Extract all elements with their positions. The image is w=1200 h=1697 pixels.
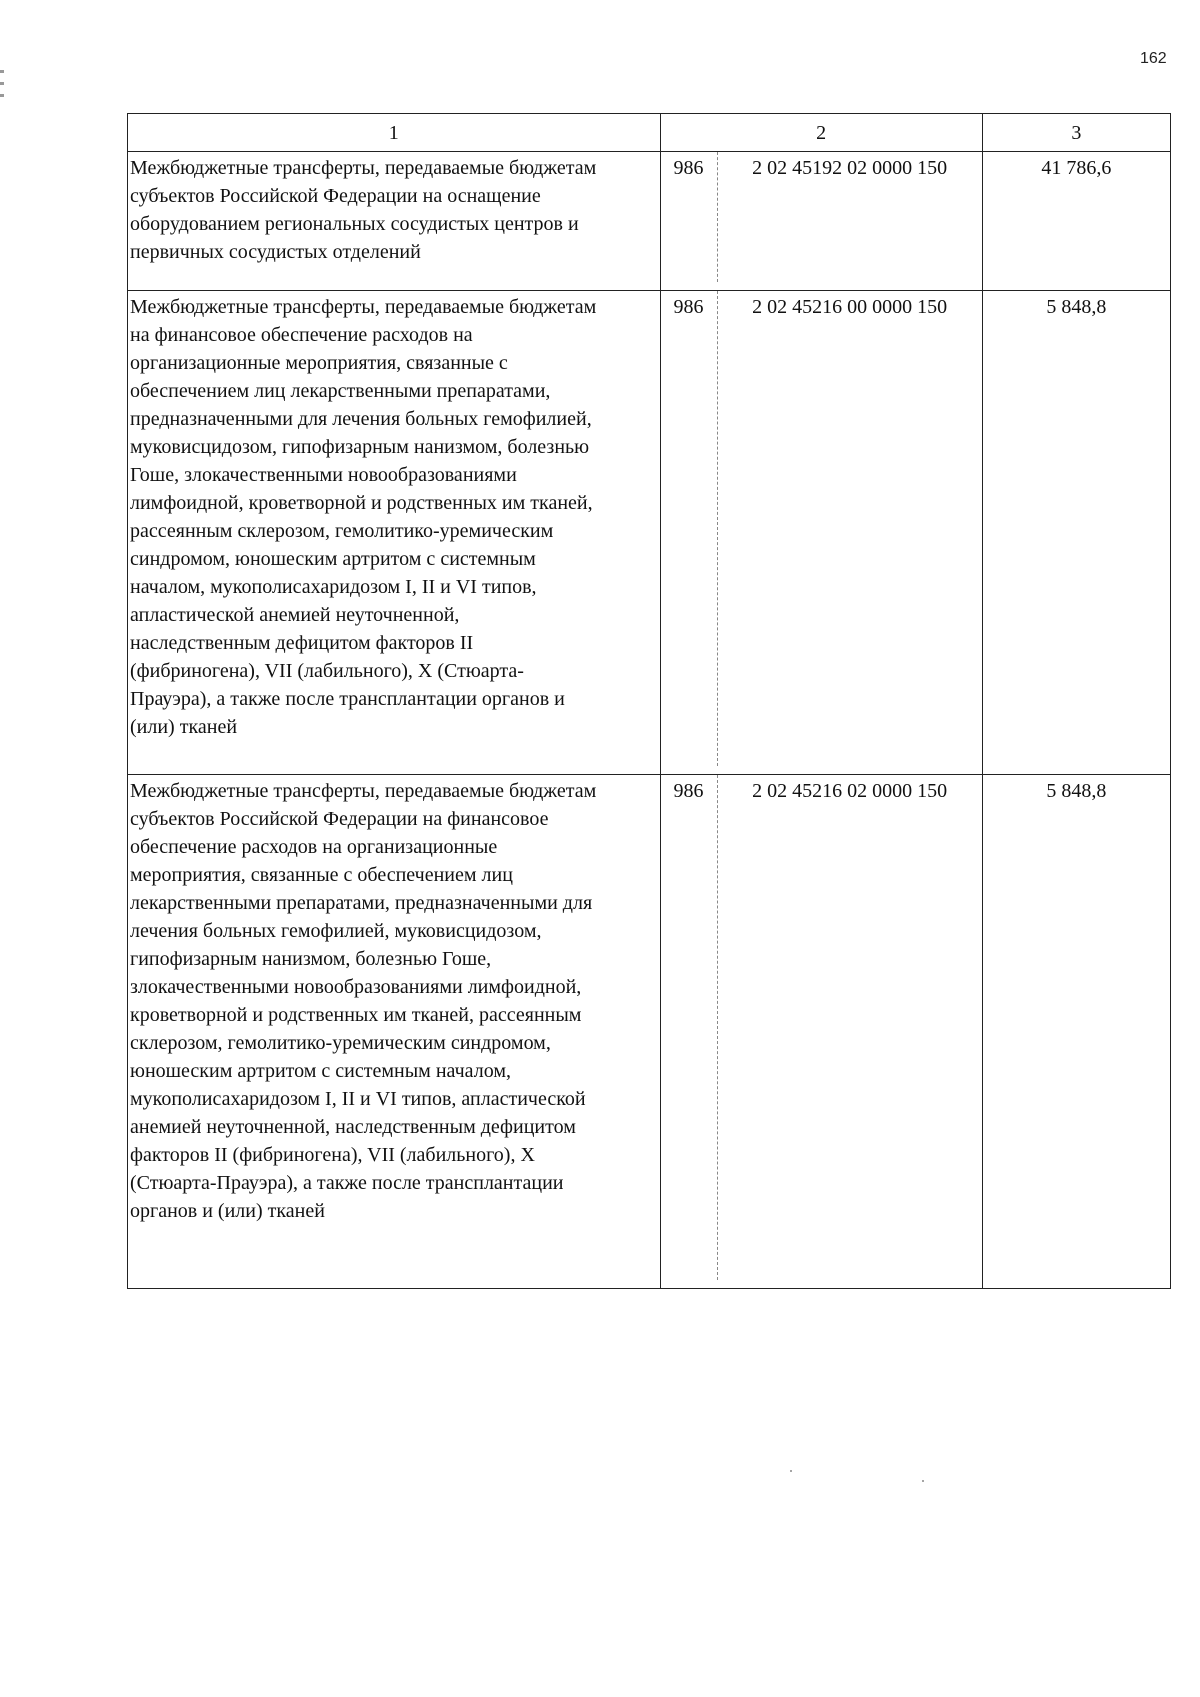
table-header-row	[128, 114, 1171, 152]
table-row	[128, 775, 1171, 1289]
scan-speck	[790, 1470, 792, 1472]
admin-code: 986	[673, 157, 704, 179]
description-cell: Межбюджетные трансферты, передаваемые бюджетам субъектов Российской Федерации на финансовое обеспечение расходов на организационные мероприятия, связанные с обеспечением лиц лекарственными препаратами, предназначенными для лечения больных гемофилией, муковисцидозом, гипофизарным нанизмом, болезнью Гоше, злокачественными новообразованиями лимфоидной, кроветворной и родственных им тканей, рассеянным склерозом, гемолитико-уремическим синдромом, юношеским артритом с системным началом, мукополисахаридозом I, II и VI типов, апластической анемией неуточненной, наследственным дефицитом факторов II (фибриногена), VII (лабильного), X (Стюарта-Прауэра), а также после трансплантации органов и (или) тканей	[128, 775, 661, 1289]
table-row	[128, 152, 1171, 291]
admin-code: 986	[673, 296, 704, 318]
budget-classification-code: 2 02 45216 00 0000 150	[752, 296, 948, 318]
code-cell	[660, 775, 982, 1289]
amount-cell: 41 786,6	[982, 152, 1170, 291]
header-cell-amount: 3	[982, 114, 1170, 152]
margin-mark	[0, 94, 4, 97]
code-cell	[660, 291, 982, 775]
budget-table	[127, 113, 1171, 1289]
page-number: 162	[1140, 50, 1167, 67]
scan-speck	[922, 1480, 924, 1482]
table-row	[128, 291, 1171, 775]
header-cell-code: 2	[660, 114, 982, 152]
code-cell	[660, 152, 982, 291]
budget-classification-code: 2 02 45192 02 0000 150	[752, 157, 948, 179]
margin-mark	[0, 82, 4, 85]
budget-classification-code: 2 02 45216 02 0000 150	[752, 780, 948, 802]
margin-mark	[0, 70, 4, 73]
amount-cell: 5 848,8	[982, 291, 1170, 775]
amount-cell: 5 848,8	[982, 775, 1170, 1289]
description-cell: Межбюджетные трансферты, передаваемые бюджетам субъектов Российской Федерации на оснащение оборудованием региональных сосудистых центров и первичных сосудистых отделений	[128, 152, 661, 291]
header-cell-description: 1	[128, 114, 661, 152]
admin-code: 986	[673, 780, 704, 802]
description-cell: Межбюджетные трансферты, передаваемые бюджетам на финансовое обеспечение расходов на организационные мероприятия, связанные с обеспечением лиц лекарственными препаратами, предназначенными для лечения больных гемофилией, муковисцидозом, гипофизарным нанизмом, болезнью Гоше, злокачественными новообразованиями лимфоидной, кроветворной и родственных им тканей, рассеянным склерозом, гемолитико-уремическим синдромом, юношеским артритом с системным началом, мукополисахаридозом I, II и VI типов, апластической анемией неуточненной, наследственным дефицитом факторов II (фибриногена), VII (лабильного), X (Стюарта- Прауэра), а также после трансплантации органов и (или) тканей	[128, 291, 661, 775]
